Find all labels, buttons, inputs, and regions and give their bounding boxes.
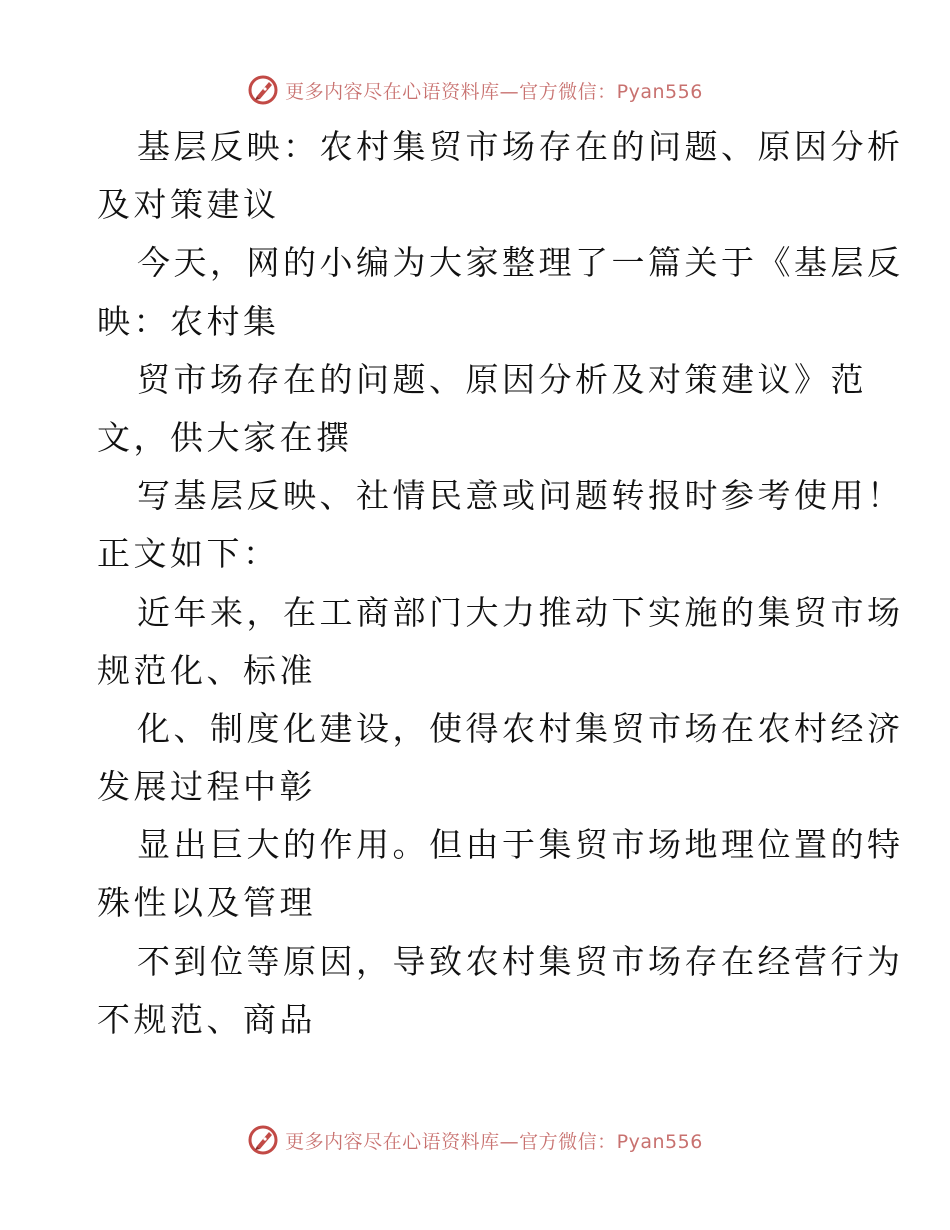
header-watermark-text: 更多内容尽在心语资料库—官方微信：Pyan556 (285, 80, 703, 103)
text-line: 基层反映：农村集贸市场存在的问题、原因分析 (137, 127, 904, 166)
text-line: 贸市场存在的问题、原因分析及对策建议》范 (137, 359, 867, 399)
footer-watermark-text: 更多内容尽在心语资料库—官方微信：Pyan556 (285, 1130, 703, 1153)
text-line: 文，供大家在撰 (97, 417, 353, 457)
text-line: 及对策建议 (97, 185, 280, 225)
document-body (97, 118, 904, 1049)
text-line: 不到位等原因，导致农村集贸市场存在经营行为 (137, 941, 904, 981)
text-line: 映：农村集 (97, 301, 280, 341)
text-line: 不规范、商品 (97, 999, 316, 1039)
pen-nib-logo-icon (247, 74, 279, 106)
text-line: 今天，网的小编为大家整理了一篇关于《基层反 (137, 243, 904, 283)
text-line: 近年来，在工商部门大力推动下实施的集贸市场 (137, 592, 904, 632)
pen-nib-logo-icon (247, 1124, 279, 1156)
header-watermark-banner (0, 70, 950, 110)
text-line: 显出巨大的作用。但由于集贸市场地理位置的特 (137, 825, 904, 865)
text-line: 正文如下： (97, 534, 280, 574)
text-line: 殊性以及管理 (97, 883, 316, 923)
text-line: 发展过程中彰 (97, 767, 316, 807)
text-line: 化、制度化建设，使得农村集贸市场在农村经济 (137, 708, 904, 748)
text-line: 规范化、标准 (97, 650, 316, 690)
text-line: 写基层反映、社情民意或问题转报时参考使用！ (137, 476, 904, 516)
footer-watermark-banner (0, 1120, 950, 1160)
